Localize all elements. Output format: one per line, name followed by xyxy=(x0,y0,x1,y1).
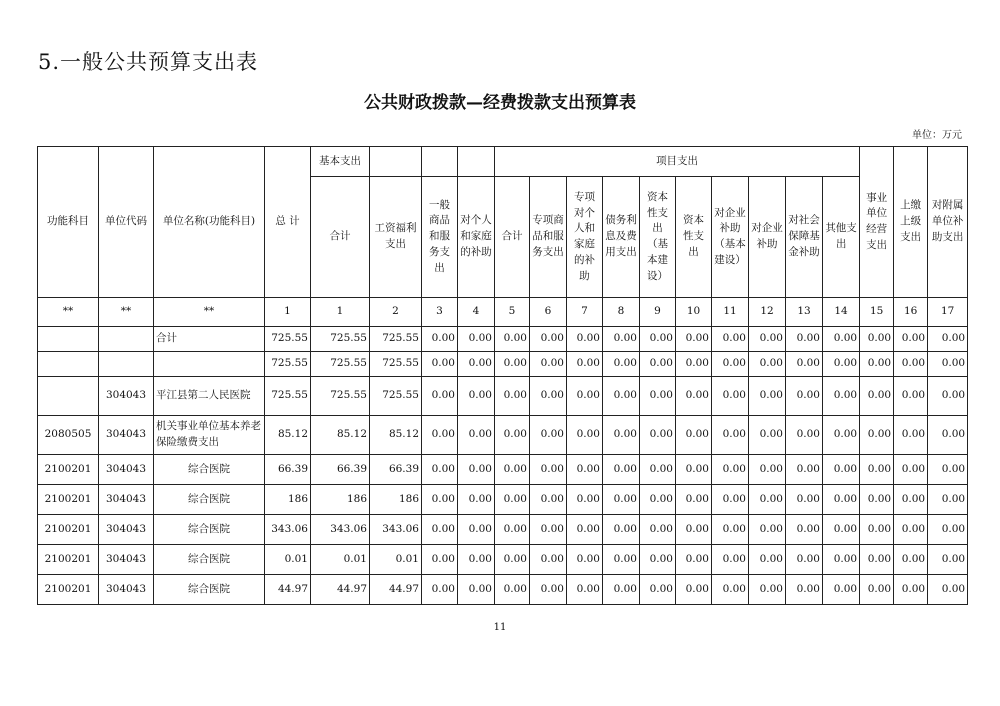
amount-cell: 0.00 xyxy=(749,485,786,515)
unit-code-cell: 304043 xyxy=(99,515,154,545)
amount-cell: 0.00 xyxy=(860,515,894,545)
amount-cell: 0.00 xyxy=(676,545,712,575)
amount-cell: 0.00 xyxy=(823,352,860,377)
unit-name-cell: 综合医院 xyxy=(154,545,265,575)
table-row xyxy=(38,515,968,545)
index-cell: 3 xyxy=(422,298,458,327)
amount-cell: 0.00 xyxy=(823,416,860,455)
amount-cell: 0.00 xyxy=(928,485,968,515)
amount-cell: 0.00 xyxy=(530,455,567,485)
amount-cell: 0.00 xyxy=(712,545,749,575)
table-row xyxy=(38,455,968,485)
amount-cell: 0.00 xyxy=(676,455,712,485)
amount-cell: 0.00 xyxy=(458,352,495,377)
index-cell: ** xyxy=(154,298,265,327)
header-personal: 对个人和家庭的补助 xyxy=(458,177,495,298)
index-cell: 11 xyxy=(712,298,749,327)
amount-cell: 0.00 xyxy=(640,455,676,485)
amount-cell: 0.00 xyxy=(860,352,894,377)
unit-name-cell: 综合医院 xyxy=(154,485,265,515)
amount-cell: 0.00 xyxy=(495,455,530,485)
amount-cell: 0.00 xyxy=(495,377,530,416)
amount-cell: 0.00 xyxy=(928,352,968,377)
amount-cell: 0.00 xyxy=(823,515,860,545)
amount-cell: 44.97 xyxy=(370,575,422,605)
amount-cell: 0.00 xyxy=(676,416,712,455)
unit-code-cell: 304043 xyxy=(99,485,154,515)
amount-cell: 0.01 xyxy=(311,545,370,575)
header-func: 功能科目 xyxy=(38,147,99,298)
amount-cell: 44.97 xyxy=(265,575,311,605)
table-row xyxy=(38,485,968,515)
amount-cell: 0.00 xyxy=(640,575,676,605)
header-total: 总 计 xyxy=(265,147,311,298)
unit-name-cell: 综合医院 xyxy=(154,515,265,545)
amount-cell: 0.00 xyxy=(422,575,458,605)
func-code-cell: 2100201 xyxy=(38,515,99,545)
unit-name-cell: 机关事业单位基本养老保险缴费支出 xyxy=(154,416,265,455)
amount-cell: 0.00 xyxy=(458,515,495,545)
amount-cell: 0.00 xyxy=(860,327,894,352)
amount-cell: 0.00 xyxy=(894,455,928,485)
amount-cell: 0.00 xyxy=(422,327,458,352)
amount-cell: 0.00 xyxy=(786,515,823,545)
header-blank-2 xyxy=(422,147,458,177)
amount-cell: 0.00 xyxy=(603,377,640,416)
header-basic-group: 基本支出 xyxy=(311,147,370,177)
header-wage: 工资福利支出 xyxy=(370,177,422,298)
amount-cell: 0.00 xyxy=(640,485,676,515)
unit-name-cell: 平江县第二人民医院 xyxy=(154,377,265,416)
index-cell: 10 xyxy=(676,298,712,327)
table-row xyxy=(38,416,968,455)
amount-cell: 725.55 xyxy=(265,377,311,416)
amount-cell: 0.00 xyxy=(495,416,530,455)
amount-cell: 343.06 xyxy=(370,515,422,545)
amount-cell: 0.00 xyxy=(894,416,928,455)
amount-cell: 0.00 xyxy=(640,327,676,352)
table-row xyxy=(38,377,968,416)
header-project-group: 项目支出 xyxy=(495,147,860,177)
amount-cell: 0.00 xyxy=(530,485,567,515)
amount-cell: 0.00 xyxy=(640,416,676,455)
amount-cell: 85.12 xyxy=(370,416,422,455)
amount-cell: 0.00 xyxy=(860,575,894,605)
amount-cell: 0.00 xyxy=(676,575,712,605)
amount-cell: 0.00 xyxy=(712,416,749,455)
unit-note: 单位：万元 xyxy=(912,130,962,141)
amount-cell: 725.55 xyxy=(311,352,370,377)
amount-cell: 0.00 xyxy=(530,515,567,545)
unit-code-cell: 304043 xyxy=(99,377,154,416)
amount-cell: 0.00 xyxy=(603,416,640,455)
amount-cell: 0.00 xyxy=(458,455,495,485)
amount-cell: 0.00 xyxy=(749,545,786,575)
func-code-cell: 2080505 xyxy=(38,416,99,455)
amount-cell: 0.00 xyxy=(928,575,968,605)
amount-cell: 725.55 xyxy=(370,377,422,416)
amount-cell: 0.00 xyxy=(894,327,928,352)
amount-cell: 0.00 xyxy=(676,515,712,545)
header-goods: 一般商品和服务支出 xyxy=(422,177,458,298)
document-title: 公共财政拨款—经费拨款支出预算表 xyxy=(364,93,636,113)
amount-cell: 0.00 xyxy=(749,352,786,377)
amount-cell: 0.00 xyxy=(603,455,640,485)
unit-name-cell xyxy=(154,352,265,377)
amount-cell: 44.97 xyxy=(311,575,370,605)
amount-cell: 0.00 xyxy=(567,485,603,515)
amount-cell: 725.55 xyxy=(311,377,370,416)
table-row xyxy=(38,545,968,575)
amount-cell: 66.39 xyxy=(370,455,422,485)
unit-name-cell: 综合医院 xyxy=(154,575,265,605)
amount-cell: 0.00 xyxy=(712,575,749,605)
amount-cell: 0.00 xyxy=(712,485,749,515)
index-cell: 4 xyxy=(458,298,495,327)
amount-cell: 0.00 xyxy=(823,575,860,605)
amount-cell: 0.00 xyxy=(860,455,894,485)
amount-cell: 0.00 xyxy=(676,327,712,352)
amount-cell: 0.00 xyxy=(567,545,603,575)
section-heading: 5.一般公共预算支出表 xyxy=(38,50,259,74)
amount-cell: 0.00 xyxy=(749,515,786,545)
amount-cell: 0.00 xyxy=(712,455,749,485)
amount-cell: 85.12 xyxy=(265,416,311,455)
amount-cell: 0.00 xyxy=(530,575,567,605)
amount-cell: 0.00 xyxy=(928,377,968,416)
amount-cell: 0.00 xyxy=(567,352,603,377)
func-code-cell: 2100201 xyxy=(38,485,99,515)
amount-cell: 0.00 xyxy=(749,455,786,485)
amount-cell: 66.39 xyxy=(311,455,370,485)
amount-cell: 0.00 xyxy=(712,352,749,377)
amount-cell: 0.00 xyxy=(894,545,928,575)
amount-cell: 0.00 xyxy=(786,352,823,377)
func-code-cell xyxy=(38,377,99,416)
amount-cell: 725.55 xyxy=(370,327,422,352)
index-cell: 5 xyxy=(495,298,530,327)
amount-cell: 0.00 xyxy=(458,485,495,515)
index-cell: 2 xyxy=(370,298,422,327)
func-code-cell: 2100201 xyxy=(38,575,99,605)
amount-cell: 0.00 xyxy=(422,377,458,416)
index-cell: 12 xyxy=(749,298,786,327)
amount-cell: 0.00 xyxy=(567,327,603,352)
amount-cell: 0.00 xyxy=(786,485,823,515)
amount-cell: 0.00 xyxy=(530,545,567,575)
amount-cell: 0.00 xyxy=(749,575,786,605)
amount-cell: 0.00 xyxy=(749,327,786,352)
header-enterprise: 对企业补助 xyxy=(749,177,786,298)
amount-cell: 0.00 xyxy=(458,575,495,605)
amount-cell: 725.55 xyxy=(370,352,422,377)
header-social-security: 对社会保障基金补助 xyxy=(786,177,823,298)
amount-cell: 0.00 xyxy=(823,327,860,352)
amount-cell: 0.00 xyxy=(676,485,712,515)
amount-cell: 0.00 xyxy=(458,545,495,575)
index-cell: 8 xyxy=(603,298,640,327)
amount-cell: 0.00 xyxy=(567,416,603,455)
func-code-cell: 2100201 xyxy=(38,455,99,485)
amount-cell: 343.06 xyxy=(265,515,311,545)
amount-cell: 0.00 xyxy=(928,416,968,455)
amount-cell: 0.00 xyxy=(823,545,860,575)
amount-cell: 0.00 xyxy=(603,352,640,377)
table-row xyxy=(38,327,968,352)
amount-cell: 0.00 xyxy=(786,575,823,605)
amount-cell: 0.01 xyxy=(370,545,422,575)
index-cell: 17 xyxy=(928,298,968,327)
amount-cell: 0.00 xyxy=(603,485,640,515)
amount-cell: 0.00 xyxy=(894,575,928,605)
amount-cell: 0.00 xyxy=(676,352,712,377)
amount-cell: 0.00 xyxy=(823,377,860,416)
amount-cell: 0.00 xyxy=(495,515,530,545)
func-code-cell xyxy=(38,352,99,377)
unit-name-cell: 合计 xyxy=(154,327,265,352)
amount-cell: 0.00 xyxy=(928,545,968,575)
index-cell: 6 xyxy=(530,298,567,327)
header-name: 单位名称(功能科目) xyxy=(154,147,265,298)
index-cell: ** xyxy=(38,298,99,327)
amount-cell: 0.00 xyxy=(712,515,749,545)
amount-cell: 0.00 xyxy=(712,377,749,416)
amount-cell: 0.00 xyxy=(786,377,823,416)
amount-cell: 0.00 xyxy=(928,455,968,485)
amount-cell: 0.00 xyxy=(894,485,928,515)
amount-cell: 186 xyxy=(265,485,311,515)
index-cell: 14 xyxy=(823,298,860,327)
header-project-total: 合计 xyxy=(495,177,530,298)
amount-cell: 0.00 xyxy=(458,377,495,416)
amount-cell: 0.00 xyxy=(422,455,458,485)
amount-cell: 0.00 xyxy=(712,327,749,352)
amount-cell: 0.00 xyxy=(860,545,894,575)
page-number: 11 xyxy=(493,622,507,633)
amount-cell: 0.00 xyxy=(458,327,495,352)
func-code-cell xyxy=(38,327,99,352)
amount-cell: 0.00 xyxy=(603,545,640,575)
amount-cell: 0.00 xyxy=(603,515,640,545)
amount-cell: 0.00 xyxy=(422,352,458,377)
amount-cell: 0.00 xyxy=(422,416,458,455)
table-body xyxy=(38,298,968,605)
amount-cell: 0.01 xyxy=(265,545,311,575)
amount-cell: 0.00 xyxy=(786,455,823,485)
amount-cell: 85.12 xyxy=(311,416,370,455)
amount-cell: 0.00 xyxy=(786,545,823,575)
budget-table xyxy=(37,146,968,605)
amount-cell: 0.00 xyxy=(422,485,458,515)
amount-cell: 186 xyxy=(370,485,422,515)
amount-cell: 0.00 xyxy=(786,416,823,455)
amount-cell: 0.00 xyxy=(823,485,860,515)
index-cell: 13 xyxy=(786,298,823,327)
unit-code-cell: 304043 xyxy=(99,545,154,575)
amount-cell: 0.00 xyxy=(749,416,786,455)
amount-cell: 186 xyxy=(311,485,370,515)
index-cell: 16 xyxy=(894,298,928,327)
unit-name-cell: 综合医院 xyxy=(154,455,265,485)
amount-cell: 0.00 xyxy=(640,515,676,545)
index-cell: 7 xyxy=(567,298,603,327)
amount-cell: 0.00 xyxy=(567,455,603,485)
index-cell: ** xyxy=(99,298,154,327)
amount-cell: 0.00 xyxy=(928,327,968,352)
index-cell: 9 xyxy=(640,298,676,327)
amount-cell: 0.00 xyxy=(640,377,676,416)
amount-cell: 0.00 xyxy=(749,377,786,416)
amount-cell: 0.00 xyxy=(422,515,458,545)
amount-cell: 0.00 xyxy=(823,455,860,485)
amount-cell: 0.00 xyxy=(495,575,530,605)
header-subsidiary: 对附属单位补助支出 xyxy=(928,147,968,298)
amount-cell: 0.00 xyxy=(860,416,894,455)
header-special-personal: 专项对个人和家庭的补助 xyxy=(567,177,603,298)
amount-cell: 0.00 xyxy=(495,327,530,352)
unit-code-cell: 304043 xyxy=(99,416,154,455)
header-enterprise-construct: 对企业补助（基本建设） xyxy=(712,177,749,298)
amount-cell: 0.00 xyxy=(603,327,640,352)
table-row xyxy=(38,352,968,377)
amount-cell: 343.06 xyxy=(311,515,370,545)
header-code: 单位代码 xyxy=(99,147,154,298)
amount-cell: 0.00 xyxy=(567,515,603,545)
amount-cell: 0.00 xyxy=(894,377,928,416)
amount-cell: 0.00 xyxy=(495,352,530,377)
amount-cell: 0.00 xyxy=(894,515,928,545)
amount-cell: 0.00 xyxy=(530,416,567,455)
amount-cell: 725.55 xyxy=(311,327,370,352)
header-blank-1 xyxy=(370,147,422,177)
amount-cell: 0.00 xyxy=(860,377,894,416)
amount-cell: 66.39 xyxy=(265,455,311,485)
amount-cell: 0.00 xyxy=(894,352,928,377)
unit-code-cell xyxy=(99,352,154,377)
amount-cell: 0.00 xyxy=(495,545,530,575)
amount-cell: 0.00 xyxy=(603,575,640,605)
amount-cell: 0.00 xyxy=(495,485,530,515)
amount-cell: 0.00 xyxy=(530,352,567,377)
unit-code-cell: 304043 xyxy=(99,575,154,605)
header-blank-3 xyxy=(458,147,495,177)
amount-cell: 725.55 xyxy=(265,352,311,377)
amount-cell: 725.55 xyxy=(265,327,311,352)
header-special-goods: 专项商品和服务支出 xyxy=(530,177,567,298)
index-row xyxy=(38,298,968,327)
amount-cell: 0.00 xyxy=(422,545,458,575)
header-other: 其他支出 xyxy=(823,177,860,298)
amount-cell: 0.00 xyxy=(860,485,894,515)
amount-cell: 0.00 xyxy=(928,515,968,545)
amount-cell: 0.00 xyxy=(640,545,676,575)
index-cell: 15 xyxy=(860,298,894,327)
amount-cell: 0.00 xyxy=(640,352,676,377)
header-capital-construct: 资本性支出（基本建设） xyxy=(640,177,676,298)
unit-code-cell xyxy=(99,327,154,352)
amount-cell: 0.00 xyxy=(530,377,567,416)
amount-cell: 0.00 xyxy=(567,575,603,605)
index-cell: 1 xyxy=(311,298,370,327)
header-operating: 事业单位经营支出 xyxy=(860,147,894,298)
amount-cell: 0.00 xyxy=(786,327,823,352)
header-debt: 债务利息及费用支出 xyxy=(603,177,640,298)
table-row xyxy=(38,575,968,605)
amount-cell: 0.00 xyxy=(676,377,712,416)
func-code-cell: 2100201 xyxy=(38,545,99,575)
unit-code-cell: 304043 xyxy=(99,455,154,485)
amount-cell: 0.00 xyxy=(567,377,603,416)
amount-cell: 0.00 xyxy=(530,327,567,352)
amount-cell: 0.00 xyxy=(458,416,495,455)
header-basic-total: 合计 xyxy=(311,177,370,298)
header-capital: 资本性支出 xyxy=(676,177,712,298)
header-upper: 上缴上级支出 xyxy=(894,147,928,298)
index-cell: 1 xyxy=(265,298,311,327)
